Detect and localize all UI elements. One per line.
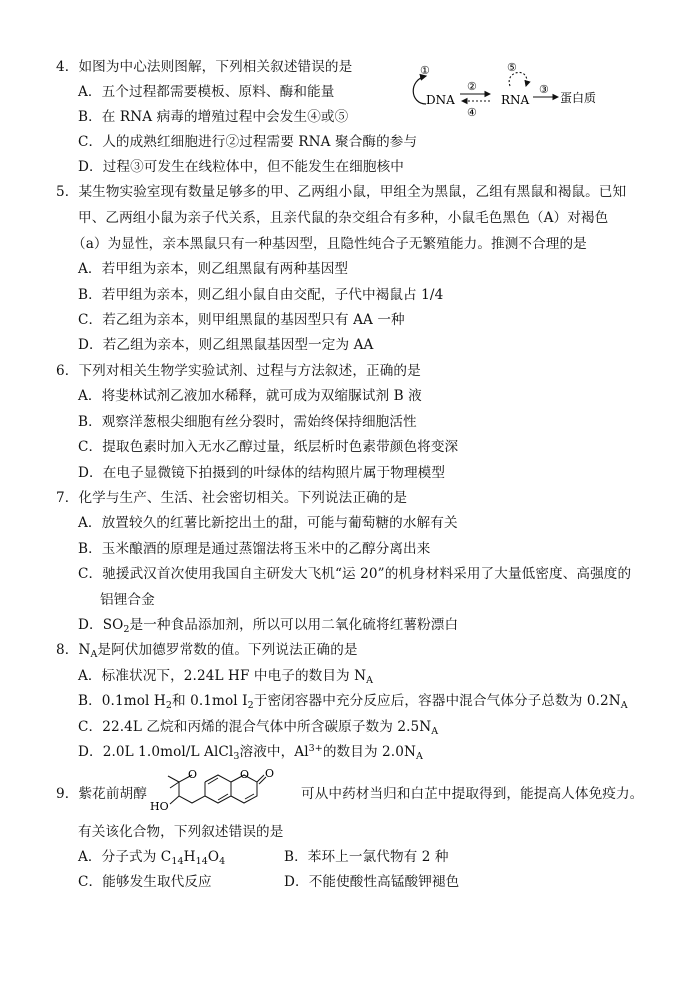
- label-1: ①: [420, 64, 430, 77]
- q7-option-a: A．放置较久的红薯比新挖出土的甜，可能与葡萄糖的水解有关: [78, 515, 458, 531]
- q6-option-a: A．将斐林试剂乙液加水稀释，就可成为双缩脲试剂 B 液: [78, 388, 422, 404]
- q4-option-b: B．在 RNA 病毒的增殖过程中会发生④或⑤: [78, 109, 349, 125]
- ring-oxygen-right: O: [240, 768, 250, 781]
- q9-stem-start: 9．紫花前胡醇: [56, 786, 147, 802]
- q9-option-a: A．分子式为 $C_{14}H_{14}O_4$: [78, 849, 226, 867]
- q7-option-c-cont: 铝锂合金: [100, 592, 155, 608]
- ring-oxygen-left: O: [188, 768, 198, 781]
- q6-option-c: C．提取色素时加入无水乙醇过量，纸层析时色素带颜色将变深: [78, 439, 459, 455]
- q5-option-d: D．若乙组为亲本，则乙组黑鼠基因型一定为 AA: [78, 337, 374, 353]
- q4-option-d: D．过程③可发生在线粒体中，但不能发生在细胞核中: [78, 159, 404, 175]
- q5-stem-line2: 甲、乙两组小鼠为亲子代关系，且亲代鼠的杂交组合有多种，小鼠毛色黑色（A）对褐色: [78, 210, 609, 226]
- label-5: ⑤: [507, 61, 517, 74]
- q9-option-d: D．不能使酸性高锰酸钾褪色: [284, 874, 460, 890]
- rna-replication-arrow: [509, 72, 527, 86]
- q6-stem: 6．下列对相关生物学实验试剂、过程与方法叙述，正确的是: [56, 363, 421, 379]
- central-dogma-diagram: [404, 60, 614, 122]
- q8-option-b: B．0.1mol $H_2$和 0.1mol $I_2$于密闭容器中充分反应后，容器中混合气体分子总数为 $0.2N_A$: [78, 693, 628, 711]
- q4-option-a: A．五个过程都需要模板、原料、酶和能量: [78, 84, 335, 100]
- q6-option-b: B．观察洋葱根尖细胞有丝分裂时，需始终保持细胞活性: [78, 414, 417, 430]
- q5-stem-line1: 5．某生物实验室现有数量足够多的甲、乙两组小鼠，甲组全为黑鼠，乙组有黑鼠和褐鼠。已知: [56, 184, 627, 200]
- q8-option-a: A．标准状况下，2.24L HF 中电子的数目为 $N_A$: [78, 668, 374, 686]
- q7-option-b: B．玉米酿酒的原理是通过蒸馏法将玉米中的乙醇分离出来: [78, 541, 431, 557]
- q8-option-d: D．2.0L 1.0mol/L AlCl$_3$溶液中，$Al^{3+}$的数目为 $2.0N_A$: [78, 743, 423, 762]
- label-2: ②: [467, 80, 477, 93]
- q9-stem-end: 可从中药材当归和白芷中提取得到，能提高人体免疫力。: [301, 786, 644, 802]
- q5-stem-line3: （a）为显性，亲本黑鼠只有一种基因型，且隐性纯合子无繁殖能力。推测不合理的是: [72, 236, 587, 252]
- q9-stem-line2: 有关该化合物，下列叙述错误的是: [78, 824, 284, 840]
- q7-option-d: D．$SO_2$是一种食品添加剂，所以可以用二氧化硫将红薯粉漂白: [78, 617, 459, 635]
- q9-option-c: C．能够发生取代反应: [78, 874, 212, 890]
- hydroxyl-label: HO: [150, 800, 169, 813]
- q7-stem: 7．化学与生产、生活、社会密切相关。下列说法正确的是: [56, 490, 408, 506]
- q8-stem: 8．$N_A$是阿伏加德罗常数的值。下列说法正确的是: [56, 642, 358, 660]
- q9-option-b: B．苯环上一氯代物有 2 种: [284, 849, 449, 865]
- rna-label: RNA: [501, 93, 530, 107]
- structure-diagram: [148, 764, 298, 816]
- q5-option-c: C．若乙组为亲本，则甲组黑鼠的基因型只有 AA 一种: [78, 312, 405, 328]
- label-4: ④: [467, 106, 477, 119]
- q5-option-b: B．若甲组为亲本，则乙组小鼠自由交配，子代中褐鼠占 1/4: [78, 287, 444, 303]
- q5-option-a: A．若甲组为亲本，则乙组黑鼠有两种基因型: [78, 261, 349, 277]
- dna-label: DNA: [426, 93, 455, 107]
- replication-arrow: [413, 76, 426, 104]
- q7-option-c: C．驰援武汉首次使用我国自主研发大飞机“运 20”的机身材料采用了大量低密度、高强度的: [78, 566, 632, 582]
- carbonyl-oxygen: O: [265, 767, 275, 780]
- protein-label: 蛋白质: [560, 91, 597, 105]
- q6-option-d: D．在电子显微镜下拍摄到的叶绿体的结构照片属于物理模型: [78, 465, 446, 481]
- q4-option-c: C．人的成熟红细胞进行②过程需要 RNA 聚合酶的参与: [78, 134, 418, 150]
- q4-stem: 4．如图为中心法则图解，下列相关叙述错误的是: [56, 59, 353, 75]
- label-3: ③: [539, 83, 549, 96]
- q8-option-c: C．22.4L 乙烷和丙烯的混合气体中所含碳原子数为 $2.5N_A$: [78, 719, 439, 737]
